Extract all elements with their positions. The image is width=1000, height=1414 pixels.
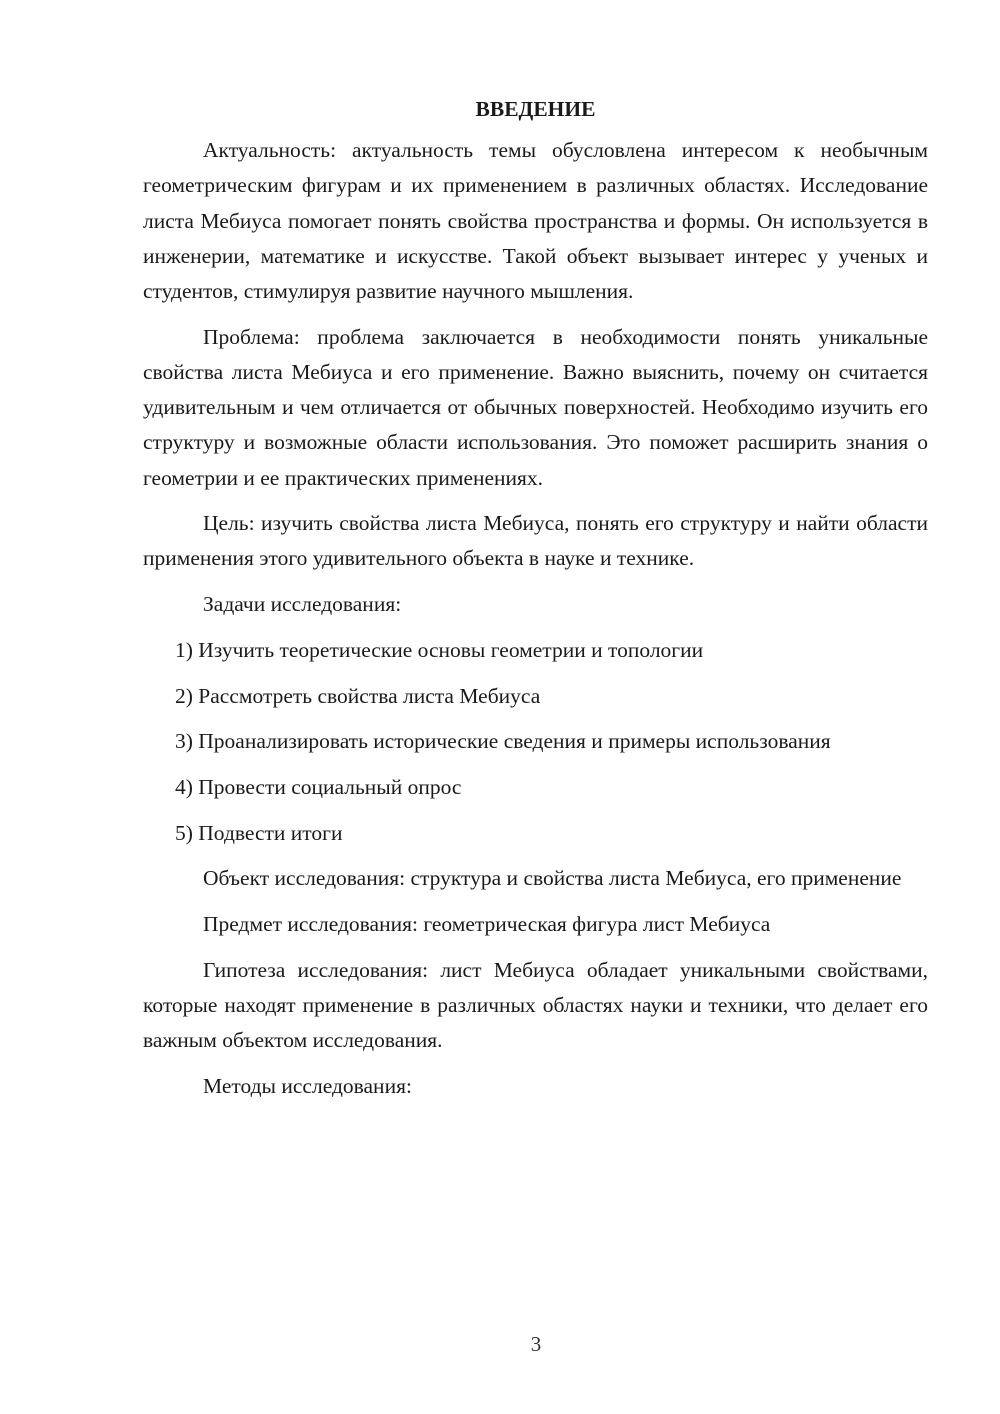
task-item-5: 5) Подвести итоги [175, 820, 343, 845]
paragraph-methods: Методы исследования: [203, 1073, 412, 1098]
paragraph-hypothesis: Гипотеза исследования: лист Мебиуса обладает уникальными свойствами, которые находят применение в различных областях науки и техники, что делает его важным объектом исследования. [143, 957, 928, 1053]
task-item-1: 1) Изучить теоретические основы геометрии и топологии [175, 637, 704, 662]
section-title: ВВЕДЕНИЕ [475, 97, 596, 121]
paragraph-relevance: Актуальность: актуальность темы обусловлена интересом к необычным геометрическим фигурам и их применением в различных областях. Исследование листа Мебиуса помогает понять свойства пространства и формы. Он используется в инженерии, математике и искусстве. Такой объект вызывает интерес у ученых и студентов, стимулируя развитие научного мышления. [143, 138, 928, 304]
task-item-3: 3) Проанализировать исторические сведения и примеры использования [175, 729, 831, 754]
paragraph-object: Объект исследования: структура и свойства листа Мебиуса, его применение [203, 866, 902, 891]
task-item-2: 2) Рассмотреть свойства листа Мебиуса [175, 683, 541, 708]
paragraph-goal: Цель: изучить свойства листа Мебиуса, понять его структуру и найти области применения этого удивительного объекта в науке и технике. [143, 511, 928, 571]
document-page [143, 92, 928, 1115]
paragraph-subject: Предмет исследования: геометрическая фигура лист Мебиуса [203, 912, 771, 937]
paragraph-tasks-heading: Задачи исследования: [203, 592, 402, 617]
page-number: 3 [530, 1332, 542, 1356]
task-item-4: 4) Провести социальный опрос [175, 774, 462, 799]
paragraph-problem: Проблема: проблема заключается в необходимости понять уникальные свойства листа Мебиуса и его применение. Важно выяснить, почему он считается удивительным и чем отличается от обычных поверхностей. Необходимо изучить его структуру и возможные области использования. Это поможет расширить знания о геометрии и ее практических применениях. [143, 324, 928, 490]
